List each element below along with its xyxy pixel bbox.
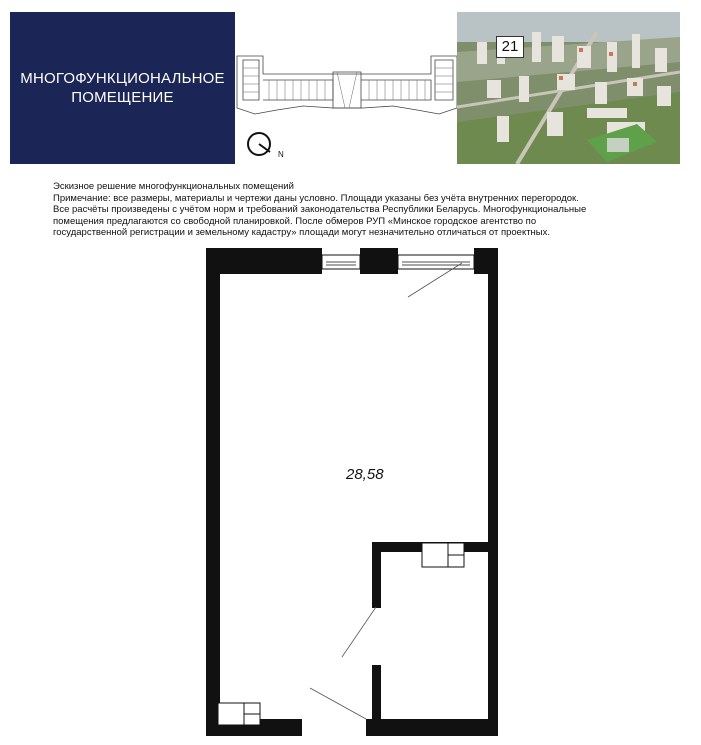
notes-line: Примечание: все размеры, материалы и чертежи даны условно. Площади указаны без учёта внутренних перегородок. xyxy=(53,192,579,204)
aerial-view-image xyxy=(457,12,680,164)
notes-block xyxy=(53,181,663,239)
compass-icon xyxy=(245,130,293,160)
door-swing-entrance xyxy=(310,688,366,719)
building-number-badge: 21 xyxy=(496,36,524,58)
page-title: МНОГОФУНКЦИОНАЛЬНОЕ ПОМЕЩЕНИЕ xyxy=(20,70,225,106)
notes-line: помещения предлагаются со свободной планировкой. После обмеров РУП «Минское городское агентство по xyxy=(53,215,537,227)
floor-plan xyxy=(200,245,510,743)
notes-line: государственной регистрации и земельному кадастру» площади могут незначительно отличаться от проектных. xyxy=(53,227,551,239)
room-area-label: 28,58 xyxy=(346,466,384,483)
key-plan xyxy=(233,50,460,122)
door-swing-inner xyxy=(342,607,376,657)
notes-heading: Эскизное решение многофункциональных помещений xyxy=(53,181,294,192)
walls xyxy=(206,248,498,736)
utility-panel xyxy=(218,703,260,725)
title-banner xyxy=(10,12,235,164)
window xyxy=(398,255,474,269)
compass-label: N xyxy=(278,150,284,159)
window xyxy=(322,255,360,269)
utility-panel xyxy=(422,543,464,567)
notes-line: Все расчёты произведены с учётом норм и требований законодательства Республики Беларусь. Многофункциональные xyxy=(53,204,587,216)
